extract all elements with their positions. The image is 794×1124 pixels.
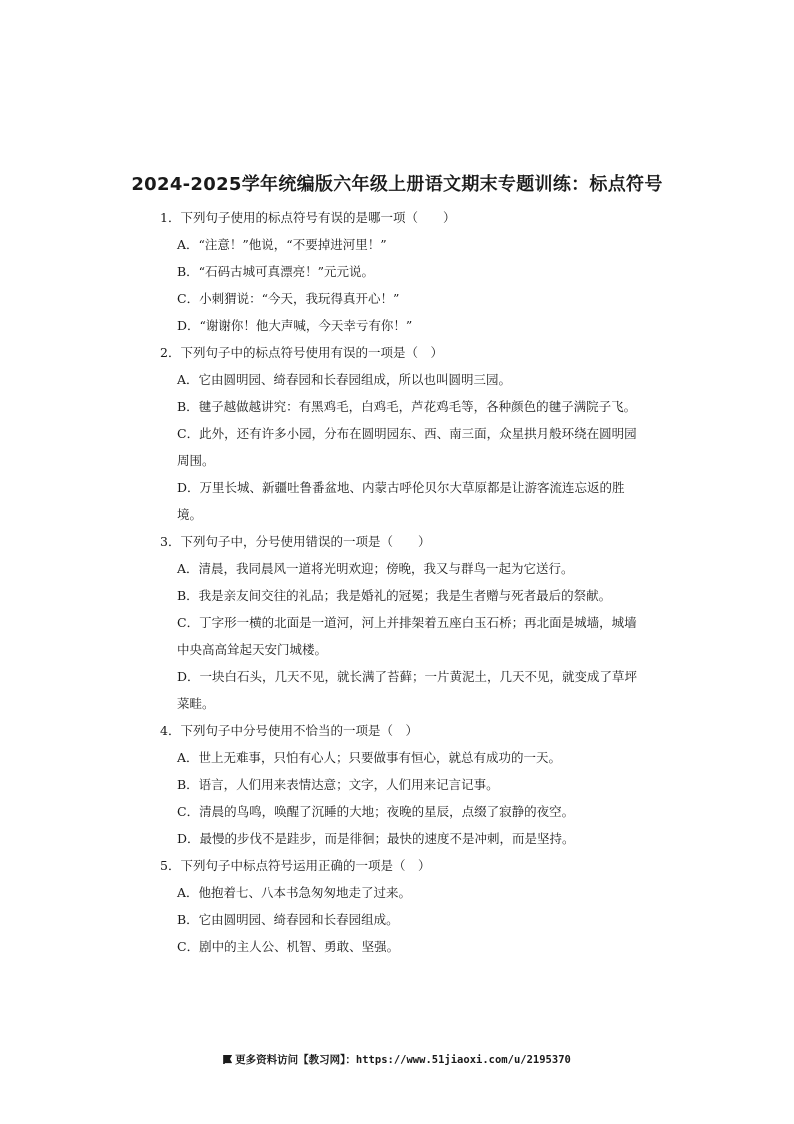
question-5	[160, 852, 640, 960]
option-a: A．他抱着七、八本书急匆匆地走了过来。	[177, 885, 412, 900]
question-stem: 2．下列句子中的标点符号使用有误的一项是（ ）	[160, 345, 443, 360]
option-b: B．它由圆明园、绮春园和长春园组成。	[177, 912, 399, 927]
option-b: B．我是亲友间交往的礼品；我是婚礼的冠冕；我是生者赠与死者最后的祭献。	[177, 588, 612, 603]
question-2	[160, 339, 640, 528]
question-stem: 5．下列句子中标点符号运用正确的一项是（ ）	[160, 858, 431, 873]
option-list	[160, 555, 640, 717]
option-a: A．“注意！”他说，“不要掉进河里！”	[177, 237, 387, 252]
question-stem: 3．下列句子中，分号使用错误的一项是（ ）	[160, 534, 431, 549]
question-1	[160, 204, 640, 339]
option-a: A．它由圆明园、绮春园和长春园组成，所以也叫圆明三园。	[177, 372, 512, 387]
question-4	[160, 717, 640, 852]
option-a: A．清晨，我同晨风一道将光明欢迎；傍晚，我又与群鸟一起为它送行。	[177, 561, 574, 576]
option-a: A．世上无难事，只怕有心人；只要做事有恒心，就总有成功的一天。	[177, 750, 562, 765]
option-c: C．剧中的主人公、机智、勇敢、坚强。	[177, 939, 400, 954]
option-c: C．丁字形一横的北面是一道河，河上并排架着五座白玉石桥；再北面是城墙，城墙中央高高耸起天安门城楼。	[177, 615, 637, 657]
question-stem: 1．下列句子使用的标点符号有误的是哪一项（ ）	[160, 210, 456, 225]
option-d: D．一块白石头，几天不见，就长满了苔藓；一片黄泥土，几天不见，就变成了草坪菜畦。	[177, 669, 638, 711]
option-c: C．小刺猬说：“今天，我玩得真开心！”	[177, 291, 400, 306]
option-d: D．“谢谢你！他大声喊，今天幸亏有你！”	[177, 318, 413, 333]
option-list	[160, 744, 640, 852]
footer-text[interactable]: 更多资料访问【教习网】：https://www.51jiaoxi.com/u/2195370	[235, 1054, 571, 1066]
option-b: B．语言，人们用来表情达意；文字，人们用来记言记事。	[177, 777, 499, 792]
flag-icon	[223, 1055, 232, 1064]
option-list	[160, 231, 640, 339]
document-title: 2024-2025学年统编版六年级上册语文期末专题训练：标点符号	[131, 174, 663, 195]
footer-link[interactable]	[0, 1052, 794, 1067]
option-list	[160, 366, 640, 528]
question-list	[160, 204, 640, 960]
question-3	[160, 528, 640, 717]
option-c: C．此外，还有许多小园，分布在圆明园东、西、南三面，众星拱月般环绕在圆明园周围。	[177, 426, 637, 468]
option-b: B．“石码古城可真漂亮！”元元说。	[177, 264, 374, 279]
option-d: D．万里长城、新疆吐鲁番盆地、内蒙古呼伦贝尔大草原都是让游客流连忘返的胜境。	[177, 480, 625, 522]
option-c: C．清晨的鸟鸣，唤醒了沉睡的大地；夜晚的星辰，点缀了寂静的夜空。	[177, 804, 575, 819]
option-list	[160, 879, 640, 960]
option-b: B．毽子越做越讲究：有黑鸡毛，白鸡毛，芦花鸡毛等，各种颜色的毽子满院子飞。	[177, 399, 637, 414]
option-d: D．最慢的步伐不是跬步，而是徘徊；最快的速度不是冲刺，而是坚持。	[177, 831, 575, 846]
question-stem: 4．下列句子中分号使用不恰当的一项是（ ）	[160, 723, 418, 738]
